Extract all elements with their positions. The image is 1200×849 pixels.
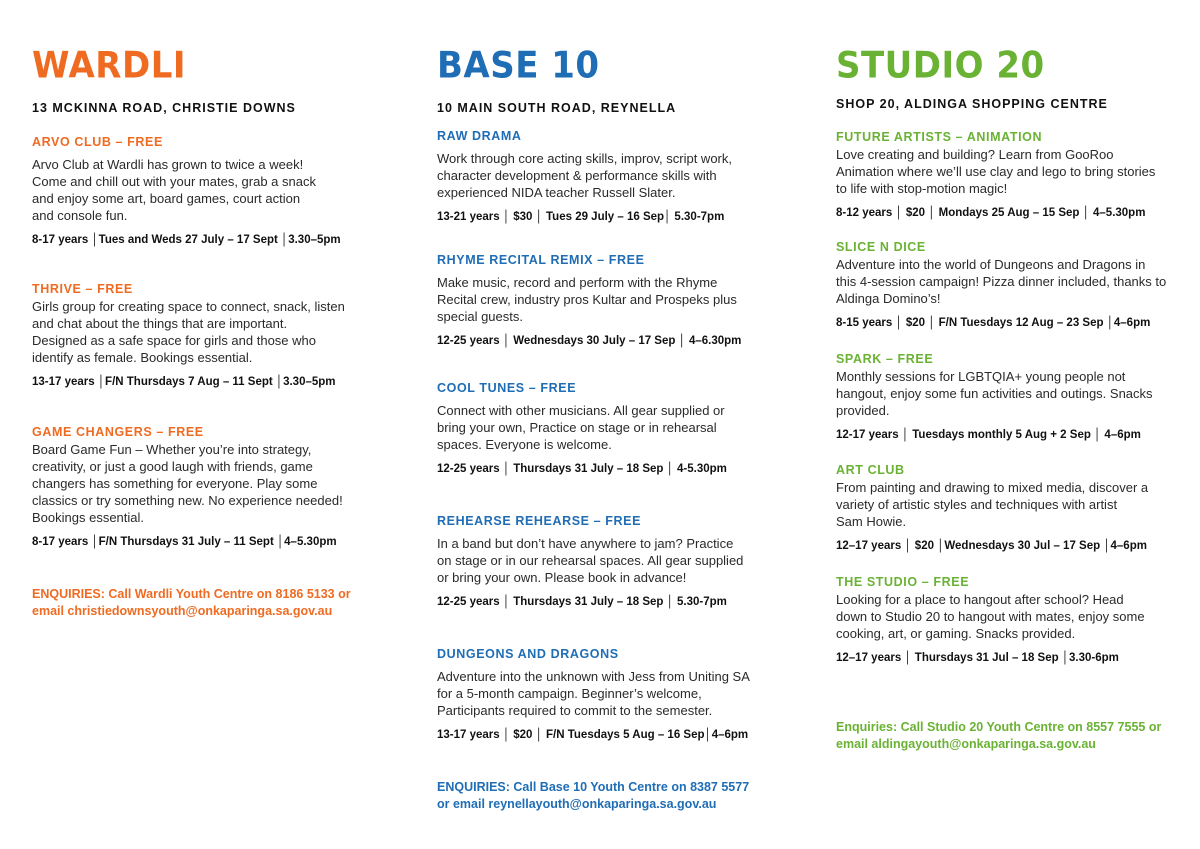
base10-address: 10 MAIN SOUTH ROAD, REYNELLA xyxy=(437,101,677,115)
section-description: In a band but don’t have anywhere to jam? Practice on stage or in our rehearsal spaces. All gear supplied or bring your own. Please book in advance! xyxy=(437,536,744,585)
studio20-enquiries: Enquiries: Call Studio 20 Youth Centre on 8557 7555 or email aldingayouth@onkaparinga.sa.gov.au xyxy=(836,720,1162,751)
section-schedule: 13-17 years │ $20 │ F/N Tuesdays 5 Aug – 16 Sep│4–6pm xyxy=(437,729,749,741)
wardli-title: WARDLI xyxy=(32,44,187,88)
section-heading: THE STUDIO – FREE xyxy=(836,575,970,589)
base10-section-raw-drama xyxy=(437,128,772,225)
section-heading: ART CLUB xyxy=(836,463,905,477)
section-heading: GAME CHANGERS – FREE xyxy=(32,425,204,439)
base10-section-dungeons-and-dragons xyxy=(437,646,772,743)
section-heading: SPARK – FREE xyxy=(836,352,934,366)
section-schedule: 8-17 years │F/N Thursdays 31 July – 11 Sept │4–5.30pm xyxy=(32,536,337,548)
section-heading: RHYME RECITAL REMIX – FREE xyxy=(437,253,645,267)
section-heading: REHEARSE REHEARSE – FREE xyxy=(437,514,642,528)
section-description: Board Game Fun – Whether you’re into strategy, creativity, or just a good laugh with friends, game changers has something for everyone. Play some classics or try something new. No experience needed! Bookings essential. xyxy=(32,442,343,525)
section-heading: DUNGEONS AND DRAGONS xyxy=(437,647,619,661)
section-schedule: 8-15 years │ $20 │ F/N Tuesdays 12 Aug – 23 Sep │4–6pm xyxy=(836,317,1151,329)
section-schedule: 12-25 years │ Thursdays 31 July – 18 Sep │ 4-5.30pm xyxy=(437,463,727,475)
base10-section-cool-tunes xyxy=(437,380,772,477)
base10-section-rehearse-rehearse xyxy=(437,513,772,610)
wardli-section-game-changers xyxy=(32,424,377,550)
section-description: Connect with other musicians. All gear supplied or bring your own, Practice on stage or in rehearsal spaces. Everyone is welcome. xyxy=(437,403,725,452)
section-heading: ARVO CLUB – FREE xyxy=(32,135,163,149)
section-schedule: 12-17 years │ Tuesdays monthly 5 Aug + 2 Sep │ 4–6pm xyxy=(836,429,1141,441)
section-schedule: 12–17 years │ $20 │Wednesdays 30 Jul – 17 Sep │4–6pm xyxy=(836,540,1147,552)
section-schedule: 12-25 years │ Wednesdays 30 July – 17 Sep │ 4–6.30pm xyxy=(437,335,742,347)
section-description: From painting and drawing to mixed media, discover a variety of artistic styles and techniques with artist Sam Howie. xyxy=(836,480,1149,529)
section-description: Adventure into the unknown with Jess from Uniting SA for a 5-month campaign. Beginner’s welcome, Participants required to commit to the semester. xyxy=(437,669,750,718)
section-schedule: 12-25 years │ Thursdays 31 July – 18 Sep │ 5.30-7pm xyxy=(437,596,727,608)
studio20-section-spark xyxy=(836,351,1184,443)
section-description: Work through core acting skills, improv, script work, character development & performance skills with experienced NIDA teacher Russell Slater. xyxy=(437,151,732,200)
section-description: Make music, record and perform with the Rhyme Recital crew, industry pros Kultar and Prospeks plus special guests. xyxy=(437,275,737,324)
studio20-section-art-club xyxy=(836,462,1184,554)
section-description: Arvo Club at Wardli has grown to twice a week! Come and chill out with your mates, grab a snack and enjoy some art, board games, court action and console fun. xyxy=(32,157,316,223)
wardli-enquiries: ENQUIRIES: Call Wardli Youth Centre on 8186 5133 or email christiedownsyouth@onkaparinga.sa.gov.au xyxy=(32,587,351,618)
section-schedule: 12–17 years │ Thursdays 31 Jul – 18 Sep │3.30-6pm xyxy=(836,652,1119,664)
section-heading: FUTURE ARTISTS – ANIMATION xyxy=(836,130,1043,144)
section-description: Adventure into the world of Dungeons and Dragons in this 4-session campaign! Pizza dinner included, thanks to Aldinga Domino’s! xyxy=(836,257,1167,306)
wardli-address: 13 MCKINNA ROAD, CHRISTIE DOWNS xyxy=(32,101,296,115)
section-schedule: 13-17 years │F/N Thursdays 7 Aug – 11 Sept │3.30–5pm xyxy=(32,376,336,388)
studio20-section-future-artists xyxy=(836,129,1184,221)
section-schedule: 8-12 years │ $20 │ Mondays 25 Aug – 15 Sep │ 4–5.30pm xyxy=(836,207,1146,219)
base10-enquiries: ENQUIRIES: Call Base 10 Youth Centre on 8387 5577 or email reynellayouth@onkaparinga.sa.gov.au xyxy=(437,780,750,811)
section-description: Monthly sessions for LGBTQIA+ young people not hangout, enjoy some fun activities and outings. Snacks provided. xyxy=(836,369,1153,418)
section-heading: THRIVE – FREE xyxy=(32,282,133,296)
wardli-section-arvo-club xyxy=(32,134,377,248)
wardli-section-thrive xyxy=(32,281,377,390)
section-description: Girls group for creating space to connect, snack, listen and chat about the things that are important. Designed as a safe space for girls and those who identify as female. Bookings essential. xyxy=(32,299,345,365)
section-description: Love creating and building? Learn from GooRoo Animation where we’ll use clay and lego to bring stories to life with stop-motion magic! xyxy=(836,147,1156,196)
section-schedule: 8-17 years │Tues and Weds 27 July – 17 Sept │3.30–5pm xyxy=(32,234,341,246)
studio20-title: STUDIO 20 xyxy=(836,44,1045,88)
base10-section-rhyme-recital-remix xyxy=(437,252,772,349)
section-heading: COOL TUNES – FREE xyxy=(437,381,577,395)
section-heading: RAW DRAMA xyxy=(437,129,522,143)
section-schedule: 13-21 years │ $30 │ Tues 29 July – 16 Sep│ 5.30-7pm xyxy=(437,211,725,223)
studio20-address: SHOP 20, ALDINGA SHOPPING CENTRE xyxy=(836,97,1108,111)
studio20-section-the-studio xyxy=(836,574,1184,666)
section-heading: SLICE N DICE xyxy=(836,240,926,254)
studio20-section-slice-n-dice xyxy=(836,239,1184,331)
base10-title: BASE 10 xyxy=(437,44,600,88)
section-description: Looking for a place to hangout after school? Head down to Studio 20 to hangout with mates, enjoy some cooking, art, or gaming. Snacks provided. xyxy=(836,592,1145,641)
